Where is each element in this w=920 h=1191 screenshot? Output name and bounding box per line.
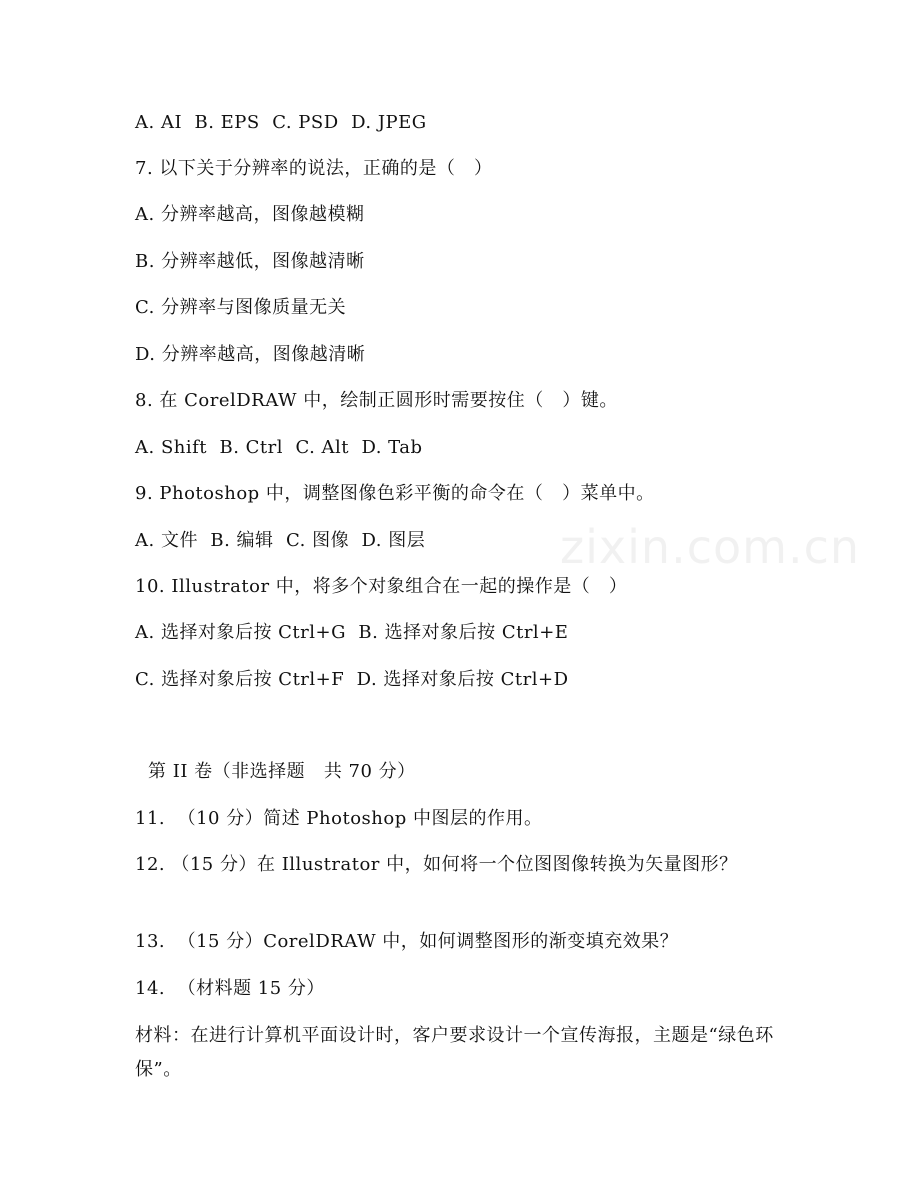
question-11: 11. （10 分）简述 Photoshop 中图层的作用。 bbox=[135, 808, 543, 829]
q9-stem: 9. Photoshop 中，调整图像色彩平衡的命令在（ ）菜单中。 bbox=[135, 483, 655, 504]
q7-option-d: D. 分辨率越高，图像越清晰 bbox=[135, 344, 366, 365]
section-title: 第 II 卷（非选择题 共 70 分） bbox=[148, 761, 416, 782]
q7-option-c: C. 分辨率与图像质量无关 bbox=[135, 297, 347, 318]
q9-options: A. 文件 B. 编辑 C. 图像 D. 图层 bbox=[135, 530, 426, 551]
q7-stem: 7. 以下关于分辨率的说法，正确的是（ ） bbox=[135, 158, 493, 179]
question-14: 14. （材料题 15 分） bbox=[135, 978, 325, 999]
q8-stem: 8. 在 CorelDRAW 中，绘制正圆形时需要按住（ ）键。 bbox=[135, 390, 618, 411]
q7-option-b: B. 分辨率越低，图像越清晰 bbox=[135, 251, 365, 272]
question-12: 12. （15 分）在 Illustrator 中，如何将一个位图图像转换为矢量图形？ bbox=[135, 854, 738, 875]
q10-options-ab: A. 选择对象后按 Ctrl+G B. 选择对象后按 Ctrl+E bbox=[135, 622, 569, 643]
q10-stem: 10. Illustrator 中，将多个对象组合在一起的操作是（ ） bbox=[135, 576, 628, 597]
watermark: zixin.com.cn bbox=[560, 520, 861, 574]
q6-options: A. AI B. EPS C. PSD D. JPEG bbox=[135, 112, 427, 133]
q10-options-cd: C. 选择对象后按 Ctrl+F D. 选择对象后按 Ctrl+D bbox=[135, 669, 569, 690]
q7-option-a: A. 分辨率越高，图像越模糊 bbox=[135, 204, 365, 225]
q8-options: A. Shift B. Ctrl C. Alt D. Tab bbox=[135, 437, 423, 458]
question-13: 13. （15 分）CorelDRAW 中，如何调整图形的渐变填充效果？ bbox=[135, 931, 679, 952]
material-text: 材料：在进行计算机平面设计时，客户要求设计一个宣传海报，主题是“绿色环保”。 bbox=[135, 1025, 774, 1080]
